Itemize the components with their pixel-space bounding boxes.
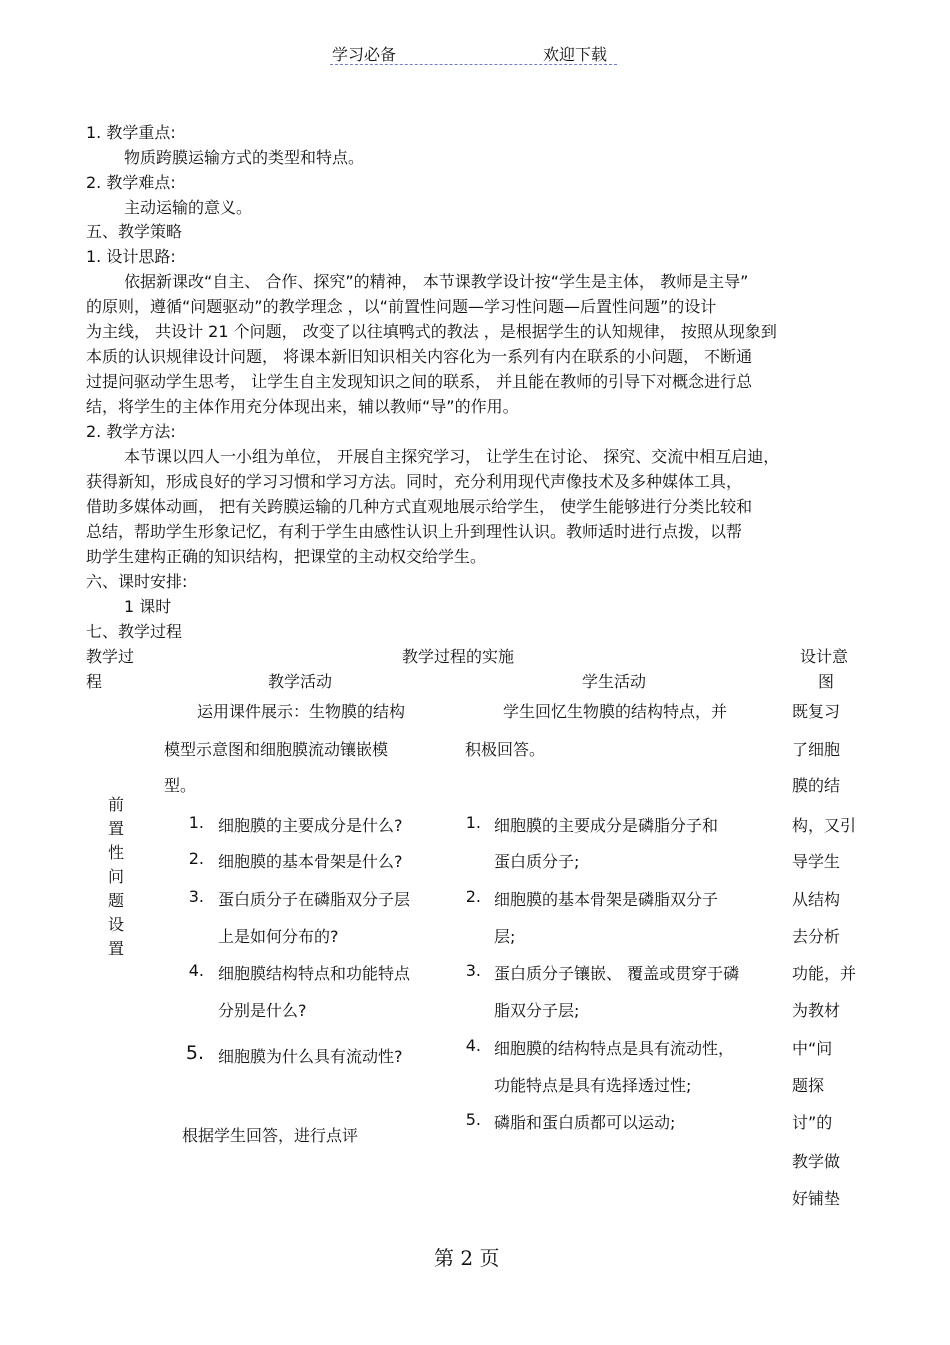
teacher-q-text: 细胞膜的主要成分是什么? (218, 816, 403, 835)
student-intro-line: 积极回答。 (465, 740, 546, 759)
design-intent-line: 功能，并 (792, 964, 857, 983)
teacher-q-number: 2. (188, 849, 204, 868)
teacher-q-text: 细胞膜的基本骨架是什么? (218, 852, 403, 871)
design-header-b: 图 (818, 672, 835, 691)
s5-2-line: 助学生建构正确的知识结构，把课堂的主动权交给学生。 (86, 547, 487, 566)
student-a-text: 蛋白质分子镶嵌、 覆盖或贯穿于磷 (494, 964, 740, 983)
student-activity-header: 学生活动 (582, 672, 647, 691)
design-header-a: 设计意 (800, 647, 849, 666)
design-intent-line: 讨”的 (792, 1113, 833, 1132)
s5-1-line: 的原则，遵循“问题驱动”的教学理念 ，以“前置性问题—学习性问题—后置性问题”的设计 (86, 297, 717, 316)
s5-2-title: 2. 教学方法: (86, 422, 176, 441)
student-a-number: 2. (465, 887, 481, 906)
s7-title: 七、教学过程 (86, 622, 183, 641)
teacher-q-text: 分别是什么? (218, 1001, 307, 1020)
teacher-intro-line: 模型示意图和细胞膜流动镶嵌模 (164, 740, 389, 759)
s5-1-line: 结，将学生的主体作用充分体现出来，辅以教师“导”的作用。 (86, 397, 519, 416)
s5-1-line: 依据新课改“自主、 合作、探究”的精神， 本节课教学设计按“学生是主体， 教师是主导” (124, 272, 749, 291)
teacher-q-number: 3. (188, 887, 204, 906)
student-a-text: 层; (494, 927, 516, 946)
student-a-number: 1. (465, 813, 481, 832)
s2-body: 主动运输的意义。 (124, 198, 253, 217)
s5-1-line: 本质的认识规律设计问题， 将课本新旧知识相关内容化为一系列有内在联系的小问题， 不断通 (86, 347, 753, 366)
s1-body: 物质跨膜运输方式的类型和特点。 (124, 148, 365, 167)
student-a-text: 细胞膜的主要成分是磷脂分子和 (494, 816, 719, 835)
col-phase-header-a: 教学过 (86, 647, 135, 666)
design-intent-line: 为教材 (792, 1001, 841, 1020)
design-intent-line: 教学做 (792, 1152, 841, 1171)
design-intent-line: 了细胞 (792, 740, 841, 759)
teacher-q-text: 细胞膜为什么具有流动性? (218, 1047, 403, 1066)
design-intent-line: 中“问 (792, 1039, 833, 1058)
teacher-q-number: 1. (188, 813, 204, 832)
student-a-text: 磷脂和蛋白质都可以运动; (494, 1113, 676, 1132)
student-a-text: 功能特点是具有选择透过性; (494, 1076, 692, 1095)
s5-1-line: 过提问驱动学生思考， 让学生自主发现知识之间的联系， 并且能在教师的引导下对概念进行总 (86, 372, 753, 391)
phase-label: 前置性问题设置 (107, 795, 124, 958)
s5-1-line: 为主线， 共设计 21 个问题， 改变了以往填鸭式的教法 ，是根据学生的认知规律， 按照从现象到 (86, 322, 777, 341)
teacher-q-text: 细胞膜结构特点和功能特点 (218, 964, 411, 983)
teacher-outro: 根据学生回答，进行点评 (182, 1126, 359, 1145)
design-intent-line: 好铺垫 (792, 1189, 841, 1208)
s5-2-line: 总结，帮助学生形象记忆，有利于学生由感性认识上升到理性认识。教师适时进行点拨，以帮 (86, 522, 743, 541)
header-left: 学习必备 (332, 45, 397, 64)
s5-2-line: 借助多媒体动画， 把有关跨膜运输的几种方式直观地展示给学生， 使学生能够进行分类比较和 (86, 497, 753, 516)
design-intent-line: 既复习 (792, 702, 841, 721)
design-intent-line: 导学生 (792, 852, 841, 871)
s6-title: 六、课时安排: (86, 572, 188, 591)
s5-1-title: 1. 设计思路: (86, 247, 176, 266)
teacher-q-number: 5. (185, 1042, 204, 1064)
design-intent-line: 从结构 (792, 890, 841, 909)
teacher-intro-line: 运用课件展示：生物膜的结构 (197, 702, 406, 721)
design-intent-line: 题探 (792, 1076, 825, 1095)
teacher-q-text: 蛋白质分子在磷脂双分子层 (218, 890, 411, 909)
student-a-number: 5. (465, 1110, 481, 1129)
design-intent-line: 去分析 (792, 927, 841, 946)
s5-2-line: 本节课以四人一小组为单位， 开展自主探究学习， 让学生在讨论、 探究、交流中相互启迪， (124, 447, 780, 466)
page-number: 第 2 页 (434, 1246, 500, 1270)
teacher-q-text: 上是如何分布的? (218, 927, 339, 946)
teacher-q-number: 4. (188, 961, 204, 980)
student-a-text: 细胞膜的结构特点是具有流动性， (494, 1039, 735, 1058)
student-a-number: 3. (465, 961, 481, 980)
s2-title: 2. 教学难点: (86, 173, 176, 192)
header-underline (330, 64, 617, 65)
design-intent-line: 膜的结 (792, 776, 841, 795)
header-right: 欢迎下载 (543, 45, 608, 64)
student-a-text: 蛋白质分子; (494, 852, 580, 871)
student-intro-line: 学生回忆生物膜的结构特点，并 (503, 702, 728, 721)
student-a-text: 细胞膜的基本骨架是磷脂双分子 (494, 890, 719, 909)
s5-title: 五、教学策略 (86, 222, 183, 241)
design-intent-line: 构，又引 (792, 816, 857, 835)
student-a-text: 脂双分子层; (494, 1001, 580, 1020)
s1-title: 1. 教学重点: (86, 123, 176, 142)
col-phase-header-b: 程 (86, 672, 103, 691)
student-a-number: 4. (465, 1036, 481, 1055)
s5-2-line: 获得新知，形成良好的学习习惯和学习方法。同时，充分利用现代声像技术及多种媒体工具， (86, 472, 743, 491)
teacher-intro-line: 型。 (164, 776, 197, 795)
impl-header: 教学过程的实施 (402, 647, 515, 666)
teacher-activity-header: 教学活动 (268, 672, 333, 691)
s6-body: 1 课时 (124, 597, 172, 616)
